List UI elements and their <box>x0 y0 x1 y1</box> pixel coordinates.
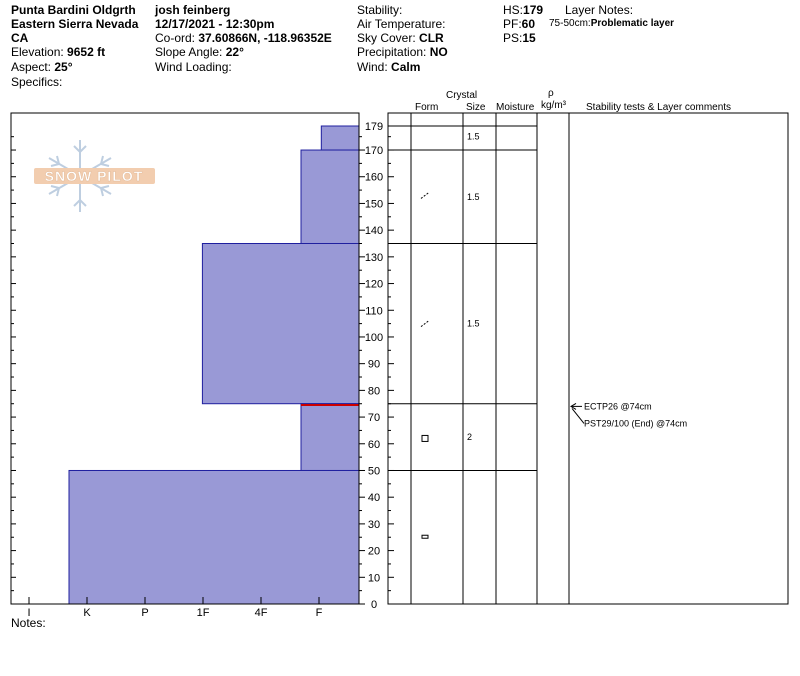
y-tick-label: 10 <box>367 572 381 585</box>
x-tick-label: 4F <box>254 607 268 619</box>
density-unit: kg/m³ <box>541 100 566 111</box>
y-tick-label: 60 <box>367 438 381 451</box>
hs-label: HS: <box>503 3 524 17</box>
crystal-size-label: 2 <box>467 432 473 443</box>
y-tick-label: 70 <box>367 412 381 425</box>
crystal-size-label: 1.5 <box>467 191 480 202</box>
state-name: CA <box>11 31 29 45</box>
hardness-bar <box>69 470 359 604</box>
sky-value: CLR <box>419 31 444 45</box>
hardness-bar <box>301 150 359 243</box>
y-tick-label: 20 <box>367 545 381 558</box>
x-tick-label: P <box>141 607 149 619</box>
sky-label: Sky Cover: <box>357 31 416 45</box>
layer-table-frame <box>388 113 788 604</box>
x-tick-label: K <box>83 607 91 619</box>
y-tick-label: 90 <box>367 358 381 371</box>
faceted-crystal-icon <box>422 435 428 441</box>
layer-notes-title: Layer Notes: <box>565 3 634 17</box>
range-name: Eastern Sierra Nevada <box>11 17 139 31</box>
crystal-size-label: 1.5 <box>467 318 480 329</box>
y-tick-label: 179 <box>364 121 384 133</box>
location-name: Punta Bardini Oldgrth <box>11 3 136 17</box>
y-tick-label: 30 <box>367 518 381 531</box>
stability-tests <box>571 401 687 428</box>
y-tick-label: 50 <box>367 465 381 478</box>
elevation-value: 9652 ft <box>67 45 106 59</box>
size-header: Size <box>466 102 486 113</box>
pf-value: 60 <box>521 17 536 31</box>
ps-value: 15 <box>522 31 536 45</box>
precip-value: NO <box>429 45 448 59</box>
density-symbol: ρ <box>548 88 554 99</box>
observation-datetime: 12/17/2021 - 12:30pm <box>155 17 275 31</box>
crystal-size-label: 1.5 <box>467 131 480 142</box>
elevation-label: Elevation: <box>11 45 64 59</box>
coord-label: Co-ord: <box>155 31 196 45</box>
depth-hoar-icon <box>422 535 428 538</box>
hardness-bars <box>69 126 359 604</box>
y-tick-label: 140 <box>364 225 384 238</box>
decomposing-crystal-icon <box>421 321 429 327</box>
moisture-header: Moisture <box>496 102 535 113</box>
air-temperature-label: Air Temperature: <box>357 17 446 31</box>
wind-value: Calm <box>391 60 421 74</box>
x-tick-label: 1F <box>196 607 210 619</box>
wind-loading-label: Wind Loading: <box>155 60 232 74</box>
y-tick-label: 0 <box>370 599 378 611</box>
logo-text: SNOW PILOT <box>44 168 144 184</box>
stability-label: Stability: <box>357 3 403 17</box>
decomposing-crystal-icon <box>421 192 429 198</box>
y-tick-label: 120 <box>364 278 384 291</box>
slope-value: 22° <box>225 45 244 59</box>
stability-header: Stability tests & Layer comments <box>586 102 732 113</box>
pf-label: PF: <box>503 17 522 31</box>
crystal-header: Crystal <box>446 90 478 101</box>
observer-name: josh feinberg <box>155 3 231 17</box>
aspect-label: Aspect: <box>11 60 52 74</box>
test-pointer-line <box>572 408 584 423</box>
form-header: Form <box>415 102 439 113</box>
y-tick-label: 100 <box>364 331 384 344</box>
y-tick-label: 170 <box>364 145 384 158</box>
specifics-label: Specifics: <box>11 75 63 89</box>
precip-label: Precipitation: <box>357 45 427 59</box>
hardness-bar <box>202 243 359 403</box>
crystal-symbols <box>421 132 480 539</box>
y-tick-label: 160 <box>364 171 384 184</box>
coord-value: 37.60866N, -118.96352E <box>198 31 332 45</box>
x-tick-label: F <box>315 607 323 619</box>
y-tick-label: 130 <box>364 251 384 264</box>
hardness-bar <box>301 404 359 471</box>
y-tick-label: 150 <box>364 198 384 211</box>
stability-test-label: PST29/100 (End) @74cm <box>584 418 688 429</box>
layer-note-text: Problematic layer <box>590 18 675 29</box>
x-tick-label: I <box>27 607 31 619</box>
y-tick-label: 80 <box>367 385 381 398</box>
notes-label: Notes: <box>11 616 46 630</box>
hs-value: 179 <box>523 3 544 17</box>
slope-label: Slope Angle: <box>155 45 223 59</box>
wind-label: Wind: <box>357 60 388 74</box>
aspect-value: 25° <box>54 60 73 74</box>
ps-label: PS: <box>503 31 523 45</box>
snowpilot-logo <box>34 140 155 212</box>
hardness-bar <box>321 126 359 150</box>
y-tick-label: 40 <box>367 492 381 505</box>
stability-test-label: ECTP26 @74cm <box>584 401 652 412</box>
layer-note-range: 75-50cm: <box>549 18 591 29</box>
y-tick-label: 110 <box>365 305 383 318</box>
